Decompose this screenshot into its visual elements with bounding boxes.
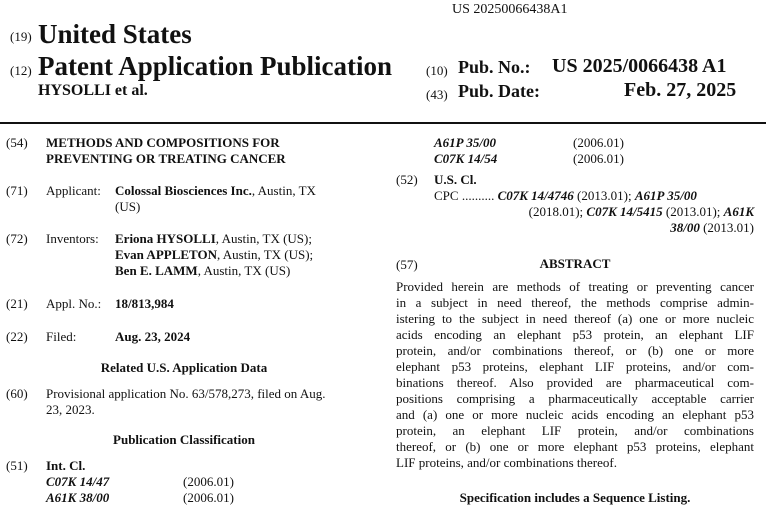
intcl-code: (51) [6,458,28,473]
cpc-code: A61P 35/00 [634,188,697,203]
inventors-label: Inventors: [46,231,99,246]
provisional-line-1: Provisional application No. 63/578,273, filed on Aug. [46,386,326,401]
inventor-3-location: , Austin, TX (US) [197,263,291,278]
applicant-code: (71) [6,183,28,198]
abstract-line: protein, and/or combinations thereof, or (b) one or more [396,343,754,358]
code-10: (10) [426,63,448,78]
intcl-item-date: (2006.01) [573,151,624,166]
abstract-line: acids encoding an elephant p53 protein, an elephant LIF [396,327,754,342]
abstract-line: and (a) one or more nucleic acids encoding an elephant p53 [396,407,754,422]
cpc-date: (2013.01) [703,220,754,235]
cpc-code: C07K 14/5415 [586,204,663,219]
intcl-item-code: A61P 35/00 [434,135,496,150]
inventor-1-location: , Austin, TX (US); [215,231,312,246]
related-data-heading: Related U.S. Application Data [100,360,268,375]
title-line-2: PREVENTING OR TREATING CANCER [46,151,286,166]
code-12: (12) [10,63,32,78]
cpc-date: (2013.01); [665,204,721,219]
cpc-date: (2018.01); [528,204,584,219]
applicant-label: Applicant: [46,183,101,198]
publication-classification-heading: Publication Classification [113,432,255,447]
cpc-line-3 [670,220,754,236]
cpc-line-1 [434,188,697,204]
inventor-short: HYSOLLI et al. [38,82,148,99]
abstract-line: Provided herein are methods of treating or preventing cancer [396,279,754,294]
abstract-line: istering to the subject in need thereof (a) one or more nucleic [396,311,754,326]
cpc-code: 38/00 [670,220,700,235]
appl-value: 18/813,984 [115,296,174,311]
provisional-code: (60) [6,386,28,401]
country-heading: United States [38,19,192,49]
abstract-line: protein, an elephant LIF protein, and/or combinations [396,423,754,438]
cpc-code: A61K [723,204,754,219]
uscl-code: (52) [396,172,418,187]
inventor-2-location: , Austin, TX (US); [216,247,314,262]
filed-code: (22) [6,329,28,344]
inventor-3-name: Ben E. LAMM [115,263,198,278]
abstract-line: positions comprising a pharmaceutically acceptable carrier [396,391,754,406]
abstract-body [396,279,754,471]
applicant-line-1 [115,183,316,199]
provisional-line-2: 23, 2023. [46,402,95,417]
abstract-line: LIF proteins, and/or combinations thereof. [396,455,617,470]
applicant-location: , Austin, TX [251,183,316,198]
pub-no-label: Pub. No.: [458,57,531,77]
uscl-label: U.S. Cl. [434,172,477,187]
code-19: (19) [10,29,32,44]
inventor-2 [115,247,313,263]
publication-number-top: US 20250066438A1 [452,2,568,17]
intcl-item-code: A61K 38/00 [46,490,110,505]
intcl-item-code: C07K 14/47 [46,474,110,489]
appl-code: (21) [6,296,28,311]
abstract-line: thereof, or (b) one or more elephant p53 proteins, elephant [396,439,754,454]
title-line-1: METHODS AND COMPOSITIONS FOR [46,135,280,150]
inventors-code: (72) [6,231,28,246]
intcl-label: Int. Cl. [46,458,86,473]
cpc-label: CPC .......... [434,188,495,203]
applicant-name: Colossal Biosciences Inc. [115,183,252,198]
abstract-code: (57) [396,257,418,272]
abstract-line: in a subject in need thereof, the methods comprise admin- [396,295,754,310]
inventor-3 [115,263,290,279]
pub-date-value: Feb. 27, 2025 [624,79,737,101]
sequence-listing-note: Specification includes a Sequence Listing. [459,490,691,505]
applicant-location-2: (US) [115,199,141,214]
intcl-item-date: (2006.01) [183,490,234,505]
cpc-code: C07K 14/4746 [497,188,574,203]
inventor-1 [115,231,312,247]
header-rule [0,122,766,124]
document-type-heading: Patent Application Publication [38,51,393,81]
pub-no-value: US 2025/0066438 A1 [552,55,727,77]
inventor-1-name: Eriona HYSOLLI [115,231,216,246]
inventor-2-name: Evan APPLETON [115,247,217,262]
pub-date-label: Pub. Date: [458,81,540,101]
filed-value: Aug. 23, 2024 [115,329,191,344]
abstract-line: binations thereof. Also provided are pharmaceutical com- [396,375,754,390]
filed-label: Filed: [46,329,77,344]
abstract-line: elephant p53 proteins, elephant LIF proteins, and/or com- [396,359,754,374]
cpc-date: (2013.01); [577,188,632,203]
appl-label: Appl. No.: [46,296,102,311]
intcl-item-code: C07K 14/54 [434,151,498,166]
abstract-heading: ABSTRACT [539,256,611,271]
cpc-line-2 [529,204,754,220]
title-code: (54) [6,135,28,150]
intcl-item-date: (2006.01) [573,135,624,150]
intcl-item-date: (2006.01) [183,474,234,489]
code-43: (43) [426,87,448,102]
